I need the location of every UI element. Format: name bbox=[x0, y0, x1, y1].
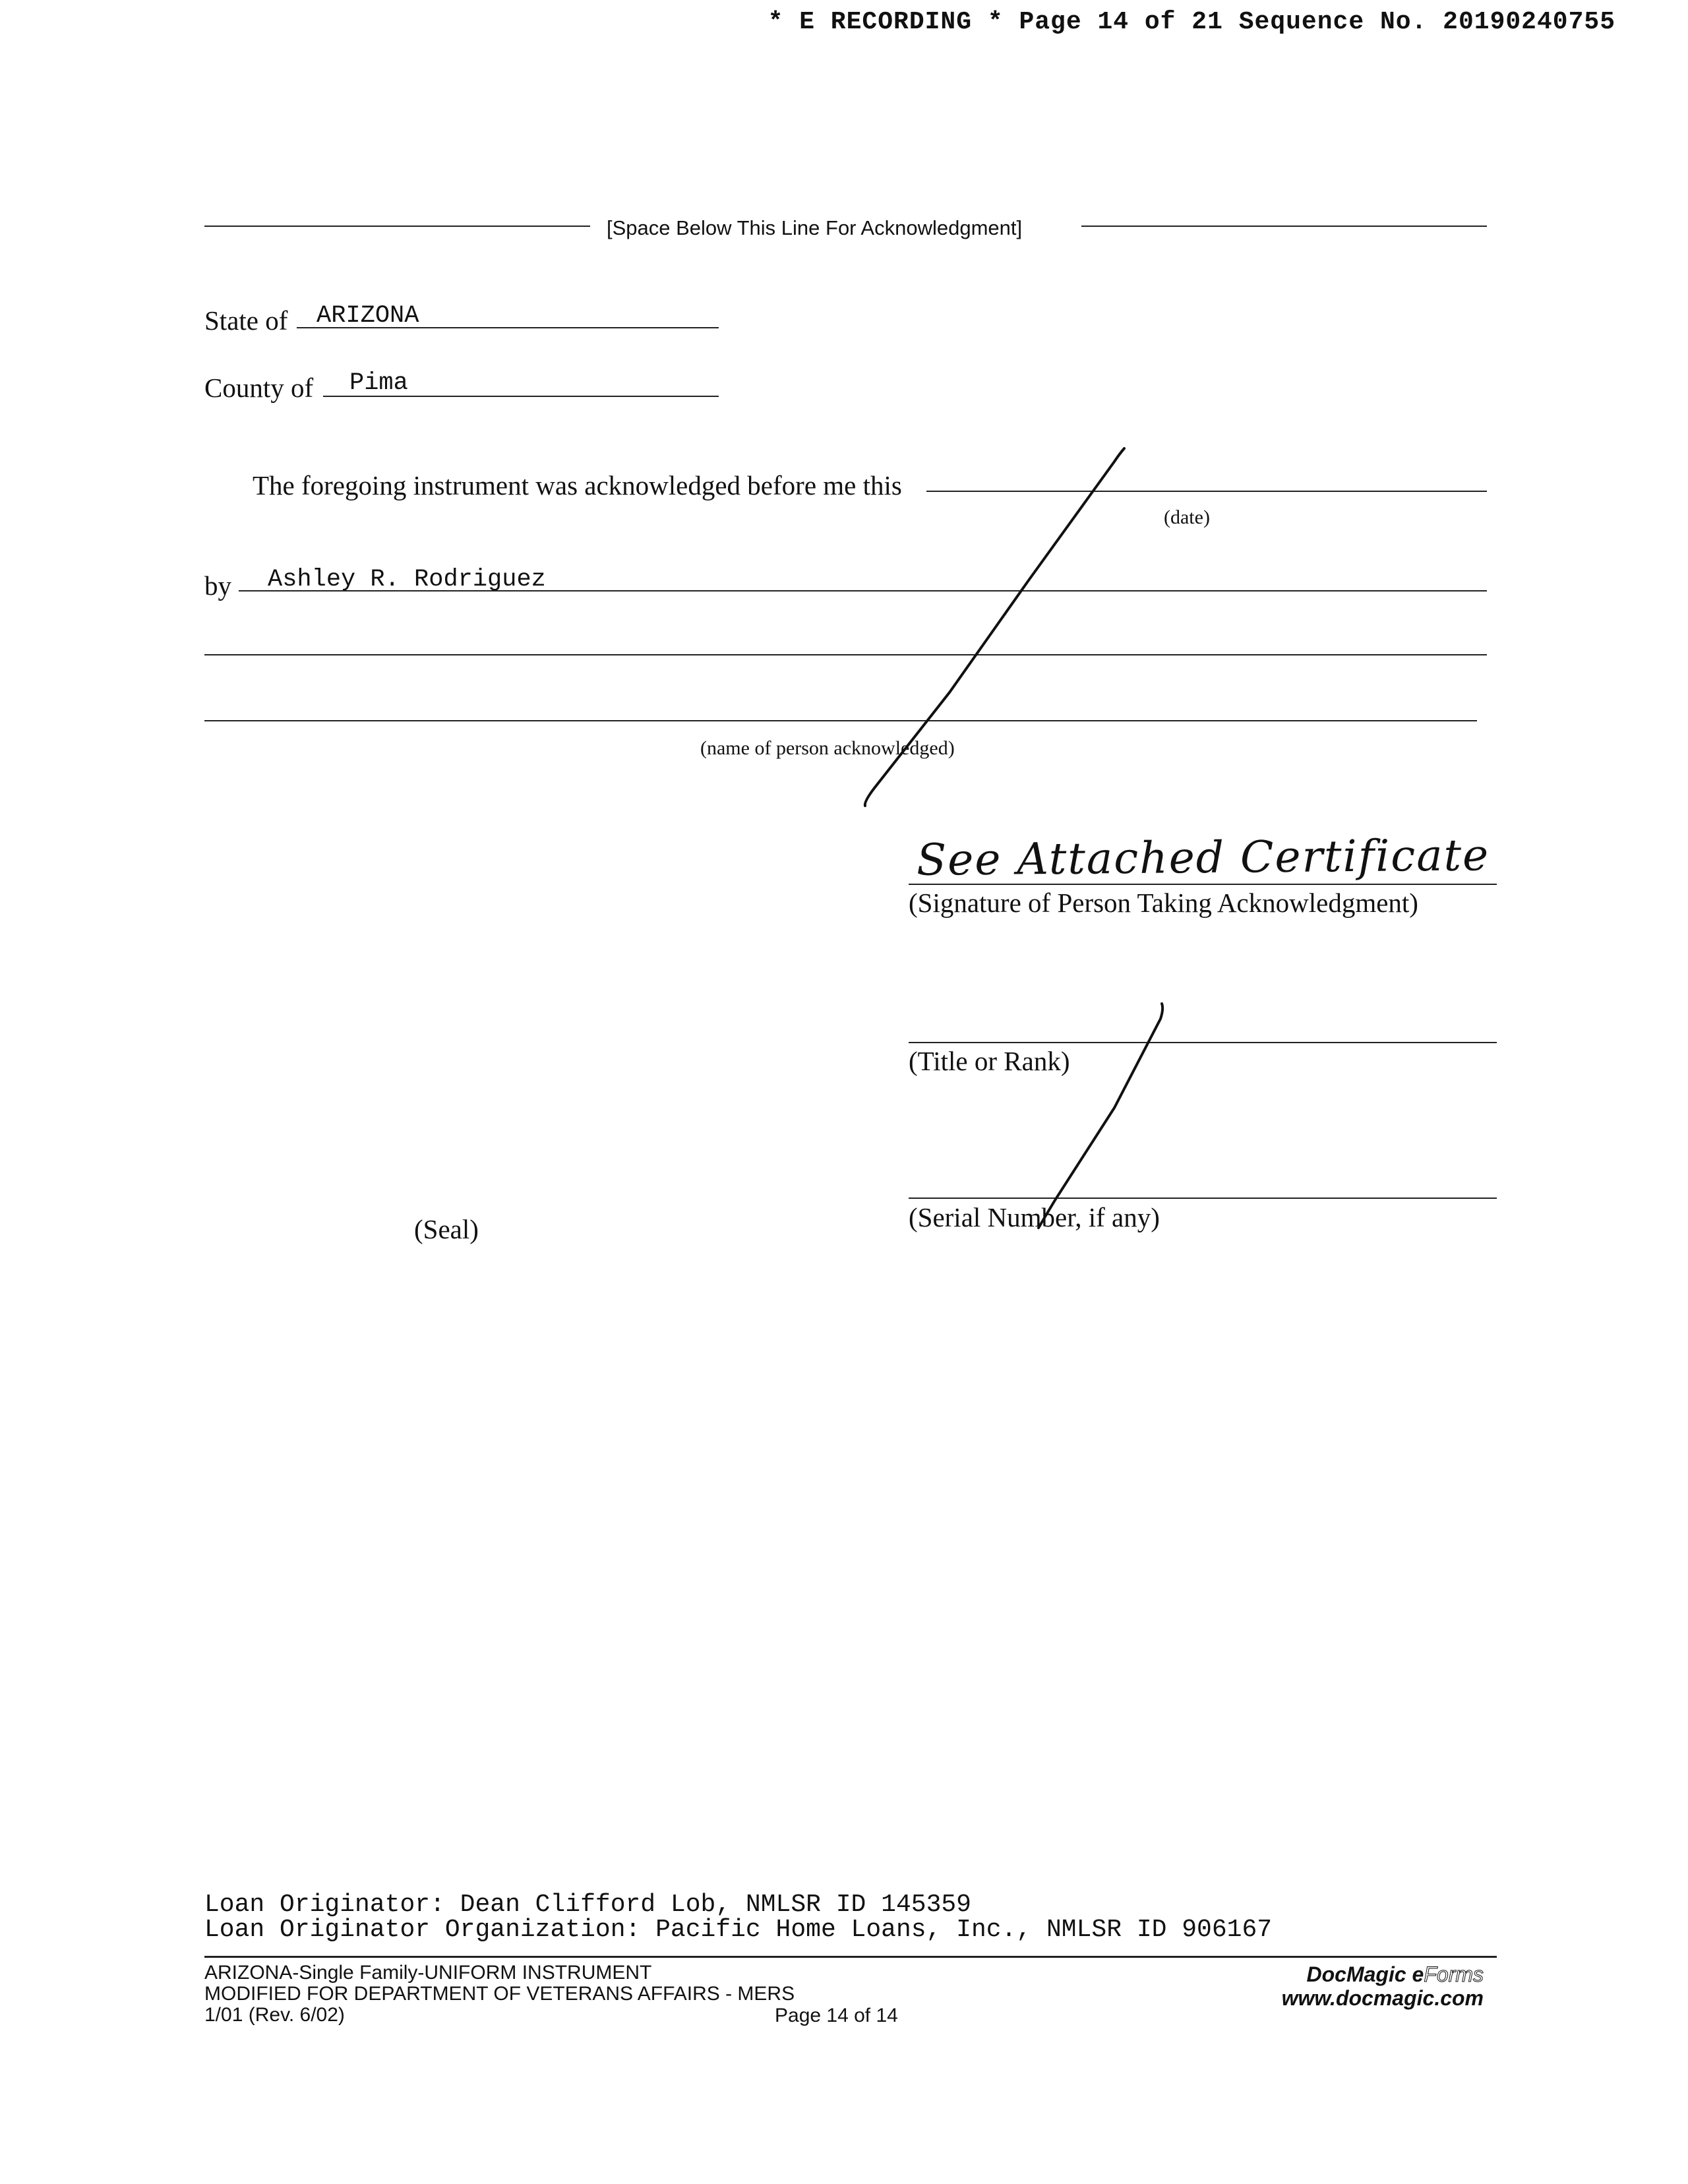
foregoing-text: The foregoing instrument was acknowledged before me this bbox=[253, 470, 902, 501]
brand-e-logo: e bbox=[1412, 1962, 1424, 1986]
title-block-strike-mark bbox=[1039, 1004, 1162, 1228]
title-underline bbox=[909, 1042, 1497, 1043]
person-acknowledged-value: Ashley R. Rodriguez bbox=[268, 566, 546, 593]
signature-underline bbox=[909, 884, 1497, 885]
serial-underline bbox=[909, 1198, 1497, 1199]
serial-caption: (Serial Number, if any) bbox=[909, 1202, 1160, 1232]
loan-originator-organization-line: Loan Originator Organization: Pacific Home Loans, Inc., NMLSR ID 906167 bbox=[204, 1916, 1273, 1944]
brand-forms: Forms bbox=[1424, 1962, 1484, 1986]
name-line-2 bbox=[204, 654, 1487, 655]
name-caption: (name of person acknowledged) bbox=[700, 737, 955, 759]
form-line-2: MODIFIED FOR DEPARTMENT OF VETERANS AFFAIRS - MERS bbox=[204, 1983, 795, 2005]
state-value: ARIZONA bbox=[316, 302, 419, 330]
footer-rule bbox=[204, 1956, 1497, 1958]
form-line-3: 1/01 (Rev. 6/02) bbox=[204, 2004, 345, 2026]
state-underline bbox=[297, 327, 719, 328]
loan-originator-line: Loan Originator: Dean Clifford Lob, NMLSR ID 145359 bbox=[204, 1891, 971, 1919]
page-number: Page 14 of 14 bbox=[775, 2005, 898, 2026]
date-underline bbox=[926, 491, 1487, 492]
form-line-1: ARIZONA-Single Family-UNIFORM INSTRUMENT bbox=[204, 1962, 652, 1984]
date-caption: (date) bbox=[1164, 506, 1210, 528]
county-label: County of bbox=[204, 373, 314, 403]
state-label: State of bbox=[204, 305, 288, 336]
by-label: by bbox=[204, 570, 231, 601]
name-line-3 bbox=[204, 720, 1477, 721]
handwritten-signature-note: See Attached Certificate bbox=[916, 830, 1490, 886]
acknowledgment-separator-caption: [Space Below This Line For Acknowledgment] bbox=[607, 216, 1023, 239]
separator-rule-right bbox=[1081, 226, 1487, 227]
loan-originator-block bbox=[204, 1893, 1272, 1943]
brand-name: DocMagic bbox=[1306, 1962, 1406, 1986]
county-value: Pima bbox=[349, 369, 408, 397]
form-identifier bbox=[204, 1962, 795, 2026]
docmagic-brand bbox=[1282, 1962, 1484, 2010]
title-caption: (Title or Rank) bbox=[909, 1046, 1070, 1076]
county-underline bbox=[323, 396, 719, 397]
by-underline bbox=[239, 590, 1487, 592]
separator-rule-left bbox=[204, 226, 590, 227]
recording-header: * E RECORDING * Page 14 of 21 Sequence No. 20190240755 bbox=[768, 8, 1615, 36]
seal-label: (Seal) bbox=[414, 1214, 479, 1244]
brand-logo bbox=[1282, 1962, 1484, 1986]
brand-url: www.docmagic.com bbox=[1281, 1986, 1484, 2010]
signature-caption: (Signature of Person Taking Acknowledgment) bbox=[909, 888, 1418, 918]
